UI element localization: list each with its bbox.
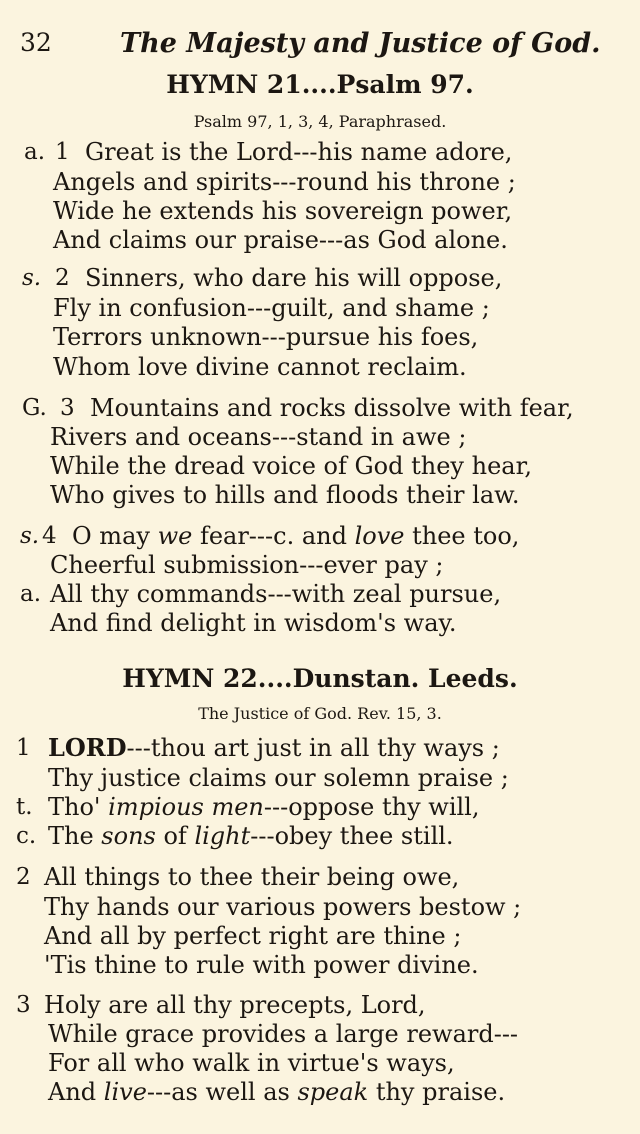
verse-text: Holy are all thy precepts, Lord,: [44, 991, 426, 1019]
verse-text: Rivers and oceans---stand in awe ;: [50, 423, 467, 451]
dynamic-mark: t.: [16, 794, 33, 820]
verse-text: Thy hands our various powers bestow ;: [44, 893, 522, 921]
stanza-number: 2: [55, 265, 70, 291]
page-number: 32: [20, 28, 52, 57]
stanza-number: 1: [55, 139, 70, 165]
verse-text: And claims our praise---as God alone.: [53, 226, 508, 254]
running-head: [20, 28, 620, 64]
verse-text: While grace provides a large reward---: [48, 1020, 519, 1048]
verse-text: All things to thee their being owe,: [44, 863, 460, 891]
stanza-number: 4: [42, 523, 57, 549]
verse-text: Tho' impious men---oppose thy will,: [48, 793, 480, 821]
hymn-22-title: HYMN 22....Dunstan. Leeds.: [122, 664, 518, 693]
dynamic-mark: s.: [20, 523, 40, 549]
verse-text: All thy commands---with zeal pursue,: [50, 580, 502, 608]
verse-text: Thy justice claims our solemn praise ;: [48, 764, 509, 792]
verse-text: Angels and spirits---round his throne ;: [53, 168, 516, 196]
hymn-22-subtitle: The Justice of God. Rev. 15, 3.: [198, 704, 442, 723]
verse-text: For all who walk in virtue's ways,: [48, 1049, 455, 1077]
verse-text: Cheerful submission---ever pay ;: [50, 551, 444, 579]
verse-text: Who gives to hills and floods their law.: [50, 481, 520, 509]
verse-text: And find delight in wisdom's way.: [50, 609, 457, 637]
dynamic-mark: a.: [20, 581, 42, 607]
verse-text: And all by perfect right are thine ;: [44, 922, 462, 950]
verse-text: The sons of light---obey thee still.: [48, 822, 454, 850]
verse-text: And live---as well as speak thy praise.: [48, 1078, 506, 1106]
verse-text: 'Tis thine to rule with power divine.: [44, 951, 479, 979]
verse-text: Mountains and rocks dissolve with fear,: [90, 394, 574, 422]
dynamic-mark: c.: [16, 823, 37, 849]
stanza-number: 3: [60, 395, 75, 421]
verse-text: Whom love divine cannot reclaim.: [53, 353, 467, 381]
dynamic-mark: a.: [24, 139, 46, 165]
hymn-21-subtitle: Psalm 97, 1, 3, 4, Paraphrased.: [193, 112, 447, 131]
stanza-number: 1: [16, 735, 31, 761]
hymn-21-title: HYMN 21....Psalm 97.: [166, 70, 474, 99]
verse-text: Terrors unknown---pursue his foes,: [53, 323, 479, 351]
verse-text: Sinners, who dare his will oppose,: [85, 264, 503, 292]
stanza-number: 3: [16, 992, 31, 1018]
running-title: The Majesty and Justice of God.: [120, 28, 601, 59]
verse-text: LORD---thou art just in all thy ways ;: [48, 733, 500, 762]
verse-text: While the dread voice of God they hear,: [50, 452, 533, 480]
dynamic-mark: s.: [22, 265, 42, 291]
verse-text: Great is the Lord---his name adore,: [85, 138, 513, 166]
verse-text: O may we fear---c. and love thee too,: [72, 522, 520, 550]
stanza-number: 2: [16, 864, 31, 890]
verse-text: Wide he extends his sovereign power,: [53, 197, 513, 225]
verse-text: Fly in confusion---guilt, and shame ;: [53, 294, 490, 322]
dynamic-mark: G.: [22, 395, 47, 421]
